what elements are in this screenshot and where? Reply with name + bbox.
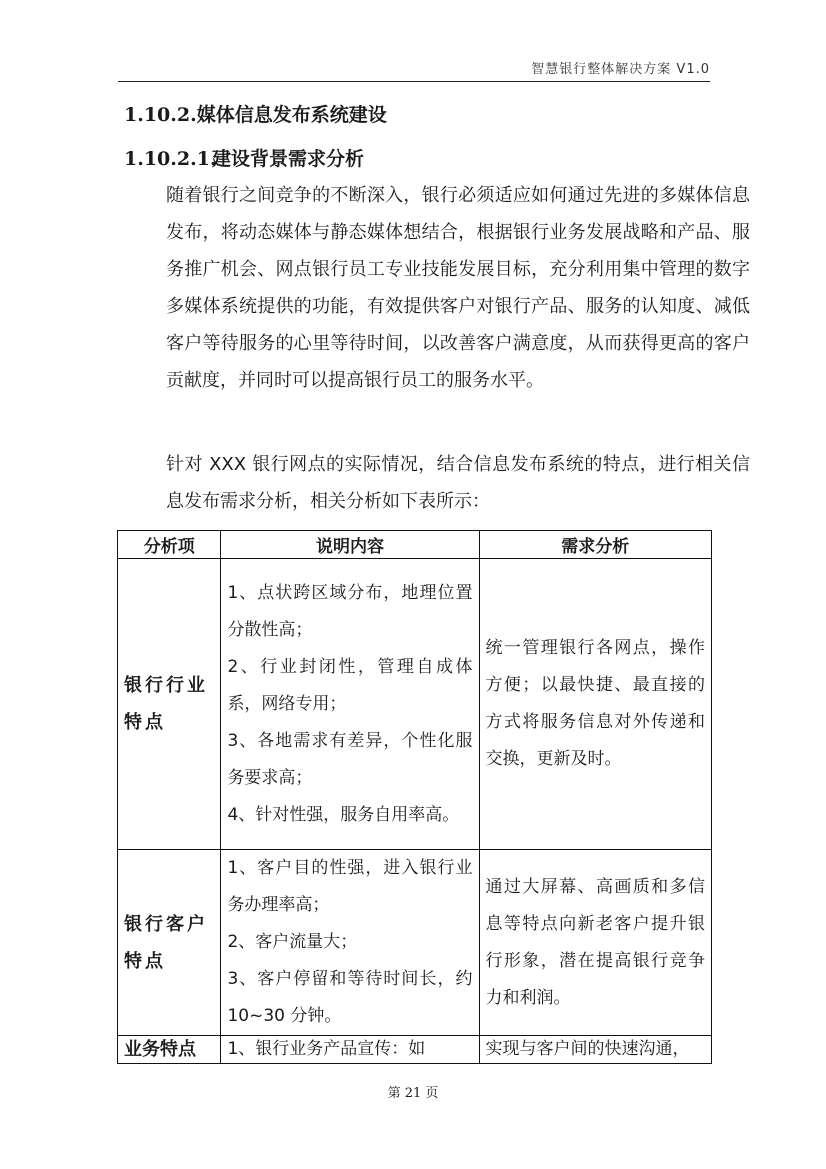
detail-line: 2、行业封闭性，管理自成体系，网络专用； — [227, 656, 473, 714]
detail-line: 4、针对性强，服务自用率高。 — [227, 804, 460, 825]
row-label: 银行行业特点 — [118, 559, 221, 850]
intro-paragraph: 随着银行之间竞争的不断深入，银行必须适应如何通过先进的多媒体信息发布，将动态媒体与静态媒体想结合，根据银行业务发展战略和产品、服务推广机会、网点银行员工专业技能发展目标，充分利用集中管理的数字多媒体系统提供的功能，有效提供客户对银行产品、服务的认知度、减低客户等待服务的心里等待时间，以改善客户满意度，从而获得更高的客户贡献度，并同时可以提高银行员工的服务水平。 — [166, 185, 750, 391]
table-row — [118, 559, 712, 850]
requirements-table — [117, 530, 712, 1064]
analysis-cell — [479, 850, 712, 1036]
detail-line: 1、银行业务产品宣传：如 — [227, 1039, 426, 1059]
subsection-heading — [124, 144, 364, 171]
analysis-text: 实现与客户间的快速沟通， — [485, 1039, 690, 1059]
subsection-number: 1.10.2.1. — [124, 148, 217, 170]
detail-line: 3、各地需求有差异，个性化服务要求高； — [227, 730, 473, 788]
table-header-row — [118, 531, 712, 559]
analysis-cell — [479, 1036, 712, 1064]
table-header-cell: 分析项 — [118, 531, 221, 559]
subsection-title: 建设背景需求分析 — [212, 148, 365, 170]
detail-cell — [221, 850, 479, 1036]
lead-in-paragraph: 针对 XXX 银行网点的实际情况，结合信息发布系统的特点，进行相关信息发布需求分析，相关分析如下表所示： — [166, 454, 750, 512]
table-row — [118, 850, 712, 1036]
table-header-cell: 说明内容 — [221, 531, 479, 559]
document-title: 智慧银行整体解决方案 V1.0 — [531, 62, 710, 77]
detail-line: 2、客户流量大； — [227, 932, 358, 952]
detail-cell — [221, 1036, 479, 1064]
analysis-text: 统一管理银行各网点，操作方便；以最快捷、最直接的方式将服务信息对外传递和交换，更新及时。 — [485, 638, 705, 769]
section-heading: 1.10.2.媒体信息发布系统建设 — [124, 104, 387, 126]
detail-line: 1、客户目的性强，进入银行业务办理率高； — [227, 858, 473, 915]
row-label: 银行客户特点 — [118, 850, 221, 1036]
analysis-text: 通过大屏幕、高画质和多信息等特点向新老客户提升银行形象，潜在提高银行竞争力和利润。 — [485, 876, 705, 1008]
page-number: 第 21 页 — [387, 1086, 439, 1101]
document-header — [118, 58, 710, 82]
table-header-cell: 需求分析 — [479, 531, 712, 559]
row-label: 业务特点 — [118, 1036, 221, 1064]
analysis-cell — [479, 559, 712, 850]
detail-line: 1、点状跨区域分布，地理位置分散性高； — [227, 582, 473, 640]
table-row — [118, 1036, 712, 1064]
detail-cell — [221, 559, 479, 850]
detail-line: 3、客户停留和等待时间长，约 10~30 分钟。 — [227, 969, 473, 1026]
